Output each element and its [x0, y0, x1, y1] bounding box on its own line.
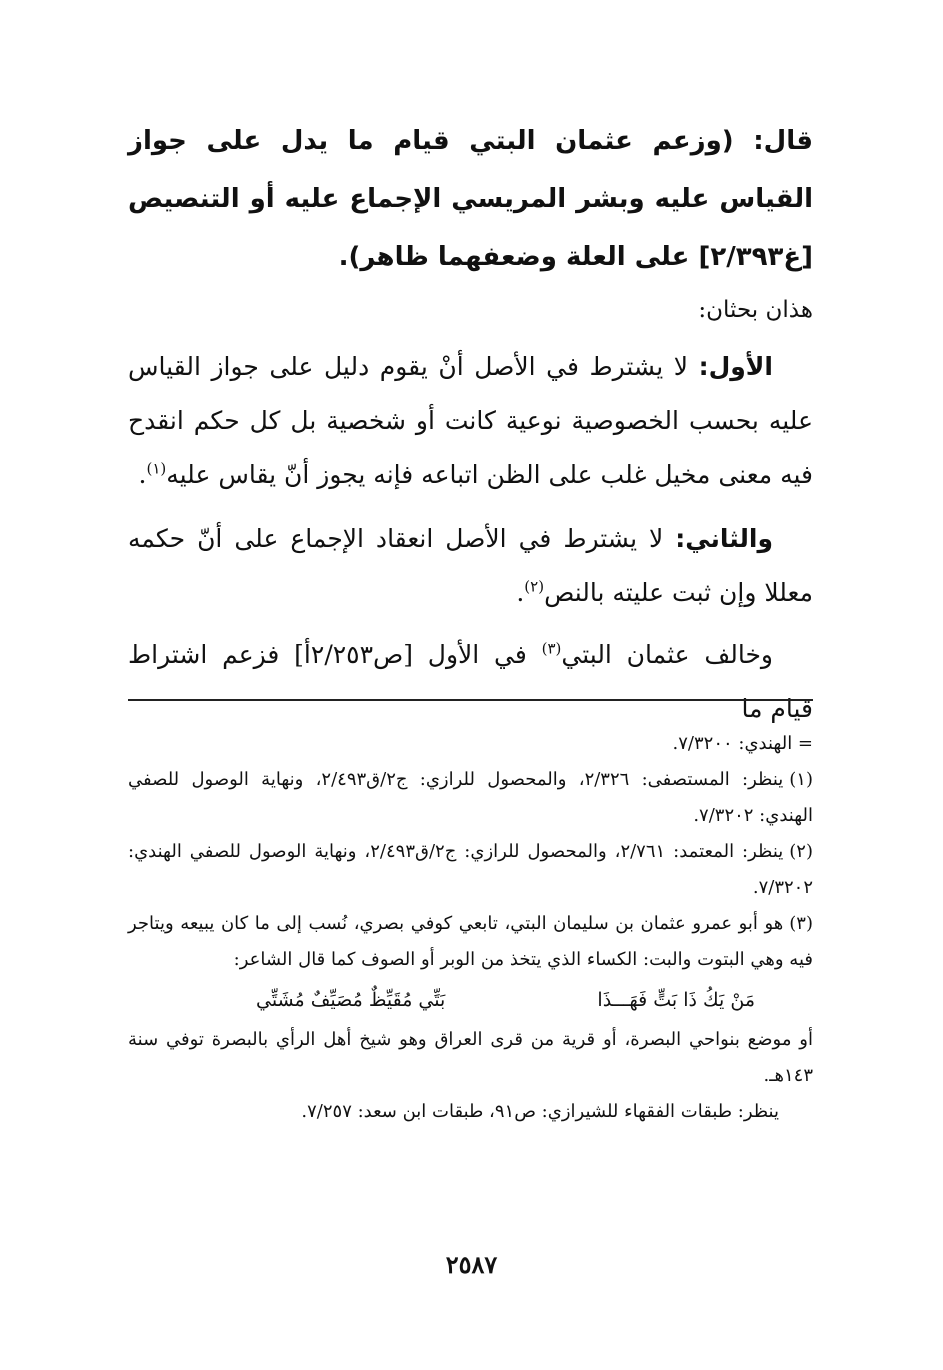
- footnote-reference: (٢): [524, 577, 545, 596]
- footnote-reference: (١): [146, 459, 167, 478]
- paragraph-second: [128, 512, 813, 620]
- paragraph-text: في الأول [ص٢/٢٥٣أ] فزعم اشتراط قيام ما: [128, 640, 813, 723]
- footnote-text: ينظر: المستصفى: ٢/٣٢٦، والمحصول للرازي: ج٢/ق٢/٤٩٣، ونهاية الوصول للصفي الهندي: ٧/٣٢٠٢.: [128, 769, 813, 826]
- paragraph-lead: والثاني:: [675, 524, 773, 553]
- footnote-1: [128, 762, 813, 834]
- footnote-number: (٣): [789, 913, 813, 934]
- verse-second-hemistich: بَتِّي مُقَيِّظٌ مُصَيِّفٌ مُشَتِّي: [256, 989, 446, 1011]
- paragraph-third: [128, 628, 813, 736]
- footnote-number: (٢): [789, 841, 813, 862]
- paragraph-text: لا يشترط في الأصل انعقاد الإجماع على أنّ حكمه معللا وإن ثبت عليته بالنص: [128, 524, 813, 607]
- footnote-continuation: = الهندي: ٧/٣٢٠٠.: [672, 733, 813, 754]
- verse-first-hemistich: مَنْ يَكُ ذَا بَتٍّ فَهَـــذَا: [597, 989, 755, 1011]
- paragraph-text: وخالف عثمان البتي: [561, 640, 773, 669]
- footnote-divider: [128, 699, 813, 701]
- footnote-3-continuation: أو موضع بنواحي البصرة، أو قرية من قرى العراق وهو شيخ أهل الرأي بالبصرة توفي سنة ١٤٣هـ.: [128, 1029, 813, 1086]
- paragraph-first: [128, 340, 813, 502]
- footnote-number: (١): [789, 769, 813, 790]
- paragraph-end: .: [138, 460, 147, 489]
- footnote-3-references: ينظر: طبقات الفقهاء للشيرازي: ص٩١، طبقات ابن سعد: ٧/٢٥٧.: [301, 1101, 779, 1122]
- poetry-verse: [128, 978, 813, 1022]
- quoted-text: قال: (وزعم عثمان البتي قيام ما يدل على جواز القياس عليه وبشر المريسي الإجماع عليه أو التنصيص [غ٢/٣٩٣] على العلة وضعفهما ظاهر).: [128, 126, 813, 272]
- paragraph-lead: الأول:: [698, 352, 773, 381]
- footnote-2: [128, 834, 813, 906]
- page-number: ٢٥٨٧: [445, 1250, 498, 1279]
- footnote-text: ينظر: المعتمد: ٢/٧٦١، والمحصول للرازي: ج٢/ق٢/٤٩٣، ونهاية الوصول للصفي الهندي: ٧/٣٢٠٢.: [128, 841, 813, 898]
- footnote-3: [128, 906, 813, 978]
- footnote-text: هو أبو عمرو عثمان بن سليمان البتي، تابعي كوفي بصري، نُسب إلى ما كان يبيعه ويتاجر فيه وهي البتوت والبت: الكساء الذي يتخذ من الوبر أو الصوف كما قال الشاعر:: [128, 913, 813, 970]
- footnotes: [128, 726, 813, 1130]
- footnote-reference: (٣): [541, 639, 562, 658]
- paragraph-end: .: [516, 578, 525, 607]
- section-intro: هذان بحثان:: [698, 297, 813, 323]
- paragraph-text: لا يشترط في الأصل أنْ يقوم دليل على جواز القياس عليه بحسب الخصوصية نوعية كانت أو شخصية بل كل حكم انقدح فيه معنى مخيل غلب على الظن اتباعه فإنه يجوز أنّ يقاس عليه: [128, 352, 813, 489]
